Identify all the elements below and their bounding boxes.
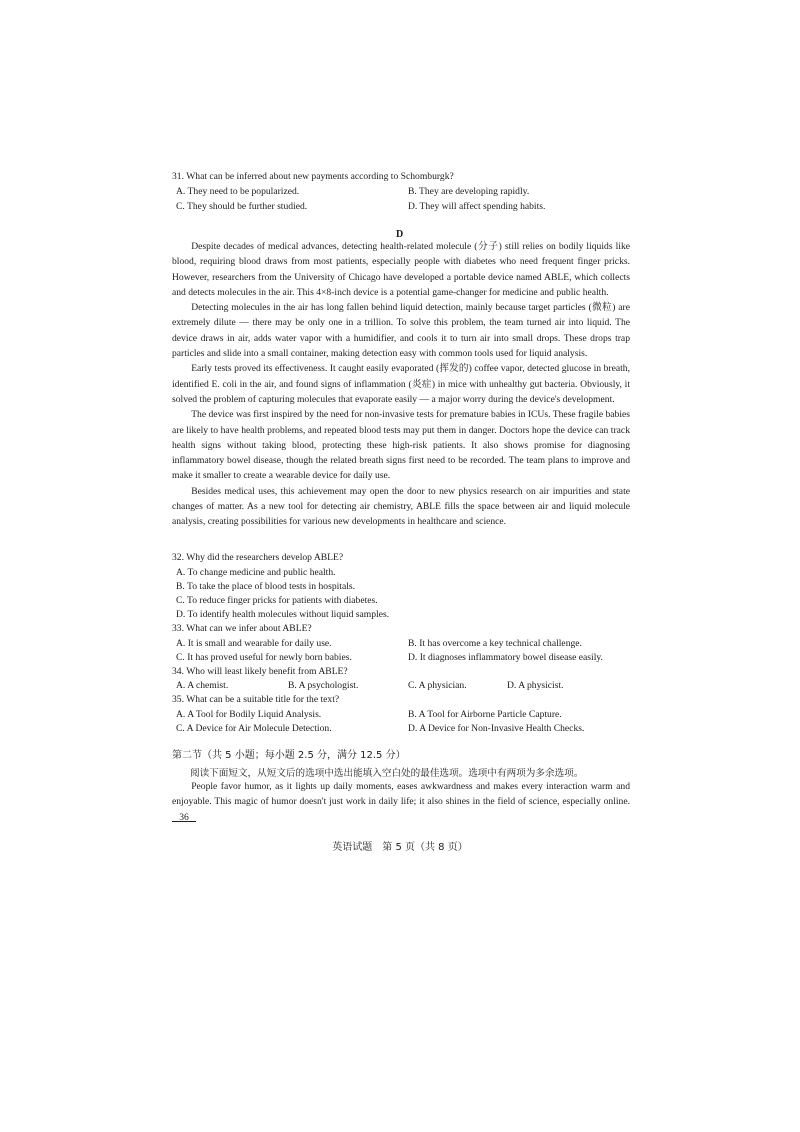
section-2-passage	[172, 779, 630, 825]
question-32-option-b: B. To take the place of blood tests in hospitals.	[176, 581, 356, 592]
passage-d-paragraph-3: Early tests proved its effectiveness. It caught easily evaporated (挥发的) coffee vapor, detected glucose in breath, identified E. coli in the air, and found signs of inflammation (炎症) in mice with unhealthy gut bacteria. Obviously, it solved the problem of capturing molecules that evaporate easily — a major worry during the device's development.	[172, 363, 630, 405]
question-35-option-d: D. A Device for Non-Invasive Health Checks.	[408, 723, 585, 734]
question-34-option-a: A. A chemist.	[176, 680, 229, 691]
question-35-option-c: C. A Device for Air Molecule Detection.	[176, 723, 332, 734]
question-32-option-c: C. To reduce finger pricks for patients with diabetes.	[176, 595, 378, 606]
question-35-option-b: B. A Tool for Airborne Particle Capture.	[408, 709, 562, 720]
passage-d-paragraph-2: Detecting molecules in the air has long fallen behind liquid detection, mainly because target particles (微粒) are extremely dilute — there may be only one in a trillion. To solve this problem, the team turned air into liquid. The device draws in air, adds water vapor with a humidifier, and cools it to turn air into small drops. These drops trap particles and slide into a small container, making detection easy with common tools used for liquid analysis.	[172, 302, 630, 360]
question-32-option-a: A. To change medicine and public health.	[176, 567, 336, 578]
question-34-option-b: B. A psychologist.	[288, 680, 359, 691]
passage-d-paragraph-1: Despite decades of medical advances, detecting health-related molecule (分子) still relies on bodily liquids like blood, requiring blood draws from most patients, especially people with diabetes who need frequent finger pricks. However, researchers from the University of Chicago have developed a portable device named ABLE, which collects and detects molecules in the air. This 4×8-inch device is a potential game-changer for medicine and public health.	[172, 241, 630, 298]
section-2-title: 第二节（共 5 小题；每小题 2.5 分，满分 12.5 分）	[172, 750, 406, 761]
question-35-option-a: A. A Tool for Bodily Liquid Analysis.	[176, 709, 322, 720]
question-31-option-d: D. They will affect spending habits.	[408, 201, 546, 212]
question-32-stem: 32. Why did the researchers develop ABLE?	[172, 552, 344, 563]
section-2-paragraph-text: People favor humor, as it lights up daily moments, eases awkwardness and makes every interaction warm and enjoyable. This magic of humor doesn't just work in daily life; it also shines in the field of science, especially online.	[172, 781, 630, 808]
question-34-option-c: C. A physician.	[408, 680, 467, 691]
question-33-stem: 33. What can we infer about ABLE?	[172, 623, 312, 634]
section-d-heading: D	[396, 229, 404, 240]
blank-36	[172, 812, 196, 823]
question-33-option-a: A. It is small and wearable for daily use.	[176, 638, 332, 649]
passage-d	[172, 239, 630, 530]
question-31-stem: 31. What can be inferred about new payments according to Schomburgk?	[172, 171, 454, 182]
question-34-option-d: D. A physicist.	[507, 680, 564, 691]
question-33-option-d: D. It diagnoses inflammatory bowel disease easily.	[408, 652, 603, 663]
question-31-option-a: A. They need to be popularized.	[176, 186, 300, 197]
question-31-option-b: B. They are developing rapidly.	[408, 186, 530, 197]
question-34-stem: 34. Who will least likely benefit from ABLE?	[172, 666, 348, 677]
page-footer: 英语试题 第 5 页（共 8 页）	[332, 842, 468, 853]
question-33-option-c: C. It has proved useful for newly born babies.	[176, 652, 352, 663]
question-35-stem: 35. What can be a suitable title for the text?	[172, 694, 340, 705]
question-33-option-b: B. It has overcome a key technical challenge.	[408, 638, 582, 649]
passage-d-paragraph-4: The device was first inspired by the need for non-invasive tests for premature babies in ICUs. These fragile babies are likely to have health problems, and repeated blood tests may put them in danger. Doctors hope the device can track health signs without taking blood, protecting these high-risk patients. It also shows promise for diagnosing inflammatory bowel disease, though the related breath signs first need to be recorded. The team plans to improve and make it smaller to create a wearable device for daily use.	[172, 409, 630, 482]
passage-d-paragraph-5: Besides medical uses, this achievement may open the door to new physics research on air impurities and state changes of matter. As a new tool for detecting air chemistry, ABLE fills the space between air and liquid molecule analysis, creating possibilities for various new developments in healthcare and science.	[172, 485, 630, 528]
question-32-option-d: D. To identify health molecules without liquid samples.	[176, 609, 390, 620]
section-2-instruction: 阅读下面短文，从短文后的选项中选出能填入空白处的最佳选项。选项中有两项为多余选项。	[190, 768, 584, 779]
section-2-paragraph	[172, 779, 630, 825]
question-31-option-c: C. They should be further studied.	[176, 201, 308, 212]
blank-36-number: 36	[179, 811, 189, 823]
